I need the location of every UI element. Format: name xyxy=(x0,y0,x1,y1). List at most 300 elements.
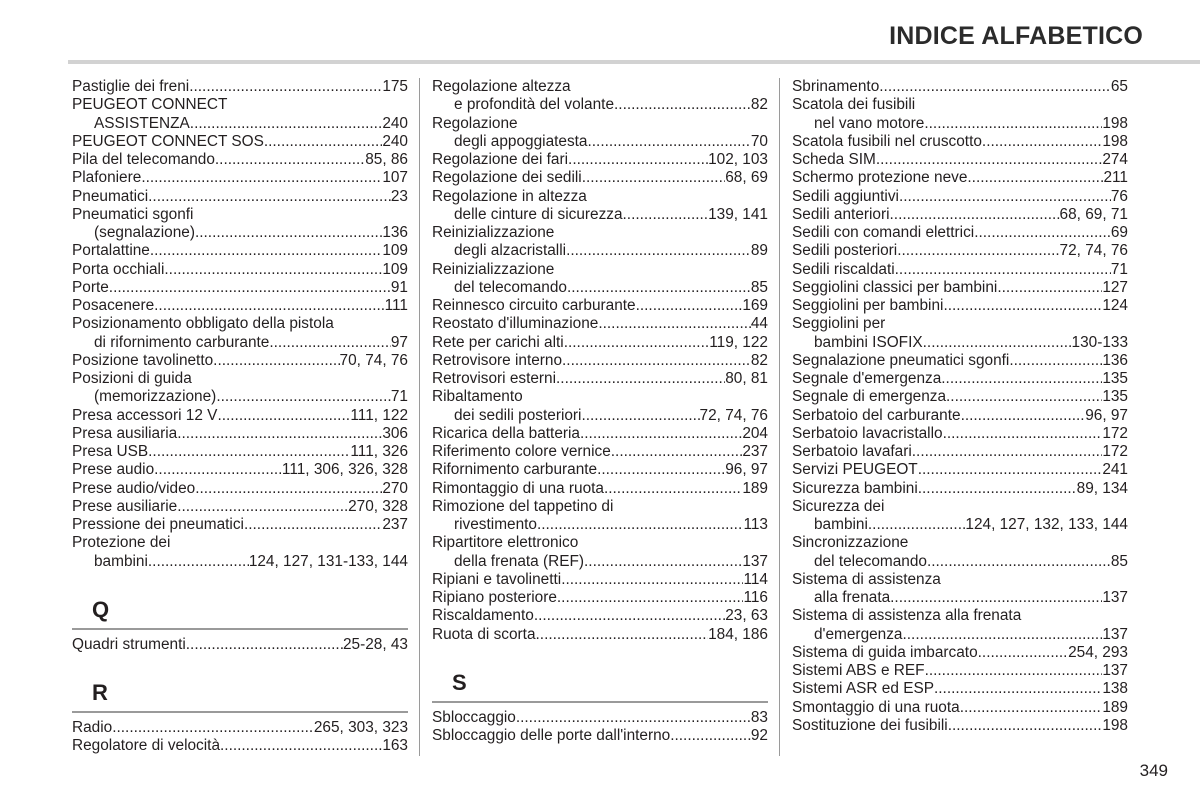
index-entry xyxy=(792,425,1128,443)
page-reference: 23, 63 xyxy=(725,607,768,625)
index-entry xyxy=(72,315,408,352)
dot-leader xyxy=(948,717,1103,735)
entry-term: Segnalazione pneumatici sgonfi xyxy=(792,351,1010,369)
index-entry xyxy=(72,96,408,133)
entry-term: Rimozione del tappetino di xyxy=(432,497,614,515)
entry-line xyxy=(792,151,1128,169)
index-entry xyxy=(72,498,408,516)
index-entry xyxy=(72,352,408,370)
entry-line xyxy=(432,480,768,498)
entry-line xyxy=(72,169,408,187)
entry-term: degli appoggiatesta xyxy=(454,132,588,150)
dot-leader xyxy=(868,516,965,534)
page-reference: 136 xyxy=(382,224,408,241)
entry-term: Porta occhiali xyxy=(72,260,165,278)
entry-term: Sicurezza bambini xyxy=(792,479,918,497)
index-entry xyxy=(72,461,408,479)
entry-term: Serbatoio del carburante xyxy=(792,406,961,424)
index-column-3 xyxy=(792,78,1128,735)
entry-line xyxy=(792,261,1128,279)
entry-term: Schermo protezione neve xyxy=(792,169,968,187)
index-entry xyxy=(792,370,1128,388)
page-reference: 89, 134 xyxy=(1076,479,1128,497)
dot-leader xyxy=(890,206,1060,224)
index-entry xyxy=(72,169,408,187)
page-reference: 138 xyxy=(1102,680,1128,698)
entry-line xyxy=(792,699,1128,717)
entry-term: Pneumatici sgonfi xyxy=(72,205,194,223)
index-entry xyxy=(432,352,768,370)
index-entry xyxy=(792,534,1128,571)
page-reference: 65 xyxy=(1110,78,1128,95)
entry-line xyxy=(72,78,408,96)
entry-term: Ricarica della batteria xyxy=(432,424,580,442)
entry-term: bambini xyxy=(94,552,148,570)
index-entry xyxy=(792,224,1128,242)
entry-term: Ruota di scorta xyxy=(432,625,536,643)
page-reference: 139, 141 xyxy=(708,205,768,223)
entry-term: Prese ausiliarie xyxy=(72,497,178,515)
page-reference: 44 xyxy=(750,315,768,333)
index-entry xyxy=(432,461,768,479)
index-entry xyxy=(792,96,1128,133)
entry-term: Seggiolini per xyxy=(792,315,886,333)
page-title: INDICE ALFABETICO xyxy=(889,22,1143,50)
page-reference: 72, 74, 76 xyxy=(1059,242,1128,260)
index-entry xyxy=(792,188,1128,206)
page-reference: 96, 97 xyxy=(725,461,768,479)
index-entry xyxy=(72,133,408,151)
entry-term: Seggiolini classici per bambini xyxy=(792,278,998,296)
entry-line xyxy=(792,297,1128,315)
index-entry xyxy=(792,133,1128,151)
page-reference: 68, 69, 71 xyxy=(1059,205,1128,223)
entry-term: nel vano motore xyxy=(814,114,925,132)
index-entry xyxy=(792,699,1128,717)
entry-term: Posacenere xyxy=(72,297,155,314)
dot-leader xyxy=(244,516,382,534)
entry-line xyxy=(792,242,1128,260)
index-entry xyxy=(72,516,408,534)
entry-term: Sistema di assistenza alla frenata xyxy=(792,607,1022,625)
dot-leader xyxy=(582,169,725,187)
entry-term: Sedili aggiuntivi xyxy=(792,187,899,205)
entry-line xyxy=(72,388,408,406)
index-entry xyxy=(432,334,768,352)
page-reference: 68, 69 xyxy=(725,169,768,187)
entry-term: Segnale d'emergenza xyxy=(792,370,942,387)
dot-leader xyxy=(220,737,382,755)
entry-term: Serbatoio lavafari xyxy=(792,443,912,460)
entry-line xyxy=(72,242,408,260)
page-reference: 76 xyxy=(1110,187,1128,205)
page-reference: 109 xyxy=(382,260,408,278)
entry-term: Smontaggio di una ruota xyxy=(792,698,960,716)
entry-term: Portalattine xyxy=(72,242,150,260)
index-entry xyxy=(72,636,408,654)
index-entry xyxy=(432,443,768,461)
dot-leader xyxy=(899,188,1111,206)
page-reference: 175 xyxy=(382,78,408,95)
page-reference: 172 xyxy=(1102,443,1128,460)
entry-term: Sedili riscaldati xyxy=(792,260,895,278)
dot-leader xyxy=(177,498,348,516)
dot-leader xyxy=(924,115,1102,133)
index-entry xyxy=(792,169,1128,187)
dot-leader xyxy=(217,407,350,425)
entry-line xyxy=(432,206,768,224)
page-reference: 124, 127, 132, 133, 144 xyxy=(965,516,1128,533)
entry-line xyxy=(792,388,1128,406)
entry-term: ASSISTENZA xyxy=(94,114,190,132)
dot-leader xyxy=(186,636,343,654)
entry-line xyxy=(72,297,408,315)
page-reference: 111, 122 xyxy=(350,406,408,424)
entry-line xyxy=(72,407,408,425)
entry-term: Porte xyxy=(72,278,109,296)
page-reference: 137 xyxy=(1102,589,1128,606)
page-reference: 102, 103 xyxy=(708,151,768,168)
entry-term: del telecomando xyxy=(814,552,927,570)
entry-line xyxy=(432,169,768,187)
entry-term: Serbatoio lavacristallo xyxy=(792,424,943,442)
index-entry xyxy=(72,297,408,315)
index-column-1 xyxy=(72,78,408,756)
dot-leader xyxy=(148,443,350,461)
entry-line xyxy=(432,727,768,745)
entry-line xyxy=(432,553,768,571)
page-reference: 69 xyxy=(1110,224,1128,241)
entry-term: Presa ausiliaria xyxy=(72,424,178,442)
index-entry xyxy=(72,407,408,425)
entry-line xyxy=(432,334,768,352)
page-reference: 137 xyxy=(1102,662,1128,679)
entry-term: Scatola fusibili nel cruscotto xyxy=(792,132,982,150)
entry-term: Regolazione xyxy=(432,114,518,132)
dot-leader xyxy=(903,626,1103,644)
index-entry xyxy=(432,425,768,443)
index-entry xyxy=(72,151,408,169)
entry-term: Scheda SIM xyxy=(792,151,876,168)
page-reference: 254, 293 xyxy=(1068,643,1128,661)
dot-leader xyxy=(978,644,1068,662)
entry-term: Reinizializzazione xyxy=(432,224,555,241)
page-reference: 241 xyxy=(1102,461,1128,479)
entry-line xyxy=(72,498,408,516)
entry-term: degli alzacristalli xyxy=(454,242,567,260)
dot-leader xyxy=(216,388,391,406)
entry-term: d'emergenza xyxy=(814,625,903,643)
entry-term: Seggiolini per bambini xyxy=(792,297,944,314)
entry-term: Presa accessori 12 V xyxy=(72,406,218,424)
dot-leader xyxy=(918,461,1103,479)
page-reference: 80, 81 xyxy=(725,370,768,387)
dot-leader xyxy=(895,261,1111,279)
index-entry xyxy=(432,480,768,498)
index-entry xyxy=(432,709,768,727)
entry-line xyxy=(432,133,768,151)
entry-line xyxy=(792,717,1128,735)
index-entry xyxy=(72,188,408,206)
entry-line xyxy=(792,169,1128,187)
entry-term: Ribaltamento xyxy=(432,388,523,406)
entry-line xyxy=(792,461,1128,479)
entry-line xyxy=(432,352,768,370)
page-reference: 119, 122 xyxy=(709,333,768,351)
index-entry xyxy=(72,719,408,737)
entry-term: di rifornimento carburante xyxy=(94,333,270,351)
entry-term: Sbrinamento xyxy=(792,78,880,95)
entry-line xyxy=(432,96,768,114)
entry-term: PEUGEOT CONNECT xyxy=(72,96,228,114)
dot-leader xyxy=(912,443,1103,461)
column-separator xyxy=(779,78,780,756)
page-reference: 85 xyxy=(1110,552,1128,570)
entry-term: Rifornimento carburante xyxy=(432,461,598,479)
index-entry xyxy=(72,261,408,279)
index-entry xyxy=(432,151,768,169)
page-reference: 198 xyxy=(1102,114,1128,132)
entry-term: Sistemi ABS e REF xyxy=(792,662,925,679)
index-entry xyxy=(72,242,408,260)
index-entry xyxy=(432,78,768,115)
entry-term: Riscaldamento xyxy=(432,607,534,625)
entry-term: Ripartitore elettronico xyxy=(432,534,579,552)
dot-leader xyxy=(154,461,282,479)
entry-term: Reostato d'illuminazione xyxy=(432,315,599,333)
entry-line xyxy=(792,407,1128,425)
entry-line xyxy=(72,334,408,352)
dot-leader xyxy=(890,589,1102,607)
dot-leader xyxy=(614,96,751,114)
index-entry xyxy=(792,352,1128,370)
entry-line xyxy=(792,224,1128,242)
page-reference: 113 xyxy=(743,516,768,533)
entry-term: Posizionamento obbligato della pistola xyxy=(72,315,334,333)
entry-term: Regolazione in altezza xyxy=(432,187,587,205)
entry-term: Sicurezza dei xyxy=(792,497,885,515)
page-reference: 91 xyxy=(390,278,408,296)
entry-line xyxy=(432,315,768,333)
index-column-2 xyxy=(432,78,768,745)
dot-leader xyxy=(564,334,709,352)
entry-term: Pneumatici xyxy=(72,187,149,205)
index-entry xyxy=(432,370,768,388)
dot-leader xyxy=(588,133,751,151)
page-reference: 237 xyxy=(382,516,408,533)
entry-line xyxy=(72,516,408,534)
entry-line xyxy=(792,589,1128,607)
entry-line xyxy=(432,626,768,644)
index-entry xyxy=(792,662,1128,680)
entry-term: Regolazione dei sedili xyxy=(432,169,582,187)
dot-leader xyxy=(264,133,382,151)
entry-term: Rimontaggio di una ruota xyxy=(432,479,604,497)
page-reference: 135 xyxy=(1102,388,1128,406)
page-reference: 270 xyxy=(382,479,408,497)
dot-leader xyxy=(897,242,1059,260)
dot-leader xyxy=(960,699,1103,717)
dot-leader xyxy=(534,607,725,625)
entry-line xyxy=(792,443,1128,461)
dot-leader xyxy=(636,297,743,315)
index-entry xyxy=(432,534,768,571)
dot-leader xyxy=(623,206,709,224)
page-reference: 97 xyxy=(390,333,408,351)
page-reference: 82 xyxy=(750,96,768,114)
dot-leader xyxy=(1009,352,1102,370)
dot-leader xyxy=(581,407,699,425)
dot-leader xyxy=(604,480,742,498)
page-reference: 92 xyxy=(750,727,768,744)
index-entry xyxy=(792,206,1128,224)
entry-term: Ripiano posteriore xyxy=(432,589,557,606)
entry-term: Plafoniere xyxy=(72,169,142,187)
page-reference: 116 xyxy=(743,589,768,606)
index-entry xyxy=(792,461,1128,479)
dot-leader xyxy=(556,370,725,388)
page-reference: 198 xyxy=(1102,716,1128,734)
page-reference: 111, 326 xyxy=(350,443,408,460)
dot-leader xyxy=(974,224,1111,242)
dot-leader xyxy=(537,516,743,534)
dot-leader xyxy=(918,480,1077,498)
entry-term: delle cinture di sicurezza xyxy=(454,205,623,223)
entry-term: rivestimento xyxy=(454,516,537,533)
index-entry xyxy=(792,498,1128,535)
entry-term: Retrovisore interno xyxy=(432,351,563,369)
dot-leader xyxy=(967,169,1103,187)
entry-line xyxy=(72,719,408,737)
dot-leader xyxy=(876,151,1102,169)
page-reference: 204 xyxy=(742,424,768,442)
page-reference: 72, 74, 76 xyxy=(699,406,768,424)
entry-term: (memorizzazione) xyxy=(94,388,217,406)
entry-term: (segnalazione) xyxy=(94,224,195,241)
index-entry xyxy=(432,571,768,589)
index-entry xyxy=(432,388,768,425)
page-reference: 198 xyxy=(1102,132,1128,150)
page-reference: 163 xyxy=(382,737,408,755)
entry-line xyxy=(432,709,768,727)
entry-term: bambini ISOFIX xyxy=(814,333,923,351)
index-entry xyxy=(792,297,1128,315)
entry-line xyxy=(792,644,1128,662)
dot-leader xyxy=(112,719,314,737)
index-entry xyxy=(792,279,1128,297)
page-reference: 23 xyxy=(390,187,408,205)
entry-term: Pila del telecomando xyxy=(72,151,215,168)
page-reference: 111, 306, 326, 328 xyxy=(281,461,408,479)
index-entry xyxy=(72,370,408,407)
dot-leader xyxy=(611,443,743,461)
header-rule xyxy=(68,60,1200,64)
index-entry xyxy=(792,315,1128,352)
section-letter: R xyxy=(92,680,108,705)
section-rule xyxy=(72,628,408,630)
entry-line xyxy=(72,224,408,242)
page-reference: 137 xyxy=(742,552,768,570)
section-rule xyxy=(432,701,768,703)
entry-line xyxy=(72,737,408,755)
entry-term: della frenata (REF) xyxy=(454,552,585,570)
dot-leader xyxy=(997,279,1102,297)
index-entry xyxy=(792,78,1128,96)
entry-term: Posizione tavolinetto xyxy=(72,351,214,369)
index-entry xyxy=(72,443,408,461)
dot-leader xyxy=(982,133,1102,151)
entry-line xyxy=(432,589,768,607)
page-reference: 184, 186 xyxy=(708,625,768,643)
entry-line xyxy=(792,206,1128,224)
dot-leader xyxy=(584,553,742,571)
entry-term: Sedili posteriori xyxy=(792,242,898,260)
entry-term: bambini xyxy=(814,516,868,533)
page-reference: 172 xyxy=(1102,424,1128,442)
dot-leader xyxy=(580,425,742,443)
page-reference: 85 xyxy=(750,278,768,296)
entry-term: Servizi PEUGEOT xyxy=(792,461,918,479)
dot-leader xyxy=(568,151,708,169)
dot-leader xyxy=(567,279,751,297)
entry-term: Sbloccaggio delle porte dall'interno xyxy=(432,727,671,744)
entry-line xyxy=(72,115,408,133)
index-entry xyxy=(792,443,1128,461)
entry-line xyxy=(72,188,408,206)
dot-leader xyxy=(946,388,1102,406)
page-reference: 265, 303, 323 xyxy=(313,719,408,736)
dot-leader xyxy=(195,480,382,498)
page-reference: 96, 97 xyxy=(1085,406,1128,424)
section-letter: Q xyxy=(92,596,110,622)
page-reference: 270, 328 xyxy=(348,497,408,515)
dot-leader xyxy=(141,169,382,187)
entry-line xyxy=(72,480,408,498)
entry-term: Presa USB xyxy=(72,443,149,460)
dot-leader xyxy=(516,709,751,727)
page-reference: 109 xyxy=(382,242,408,260)
page-reference: 136 xyxy=(1102,351,1128,369)
index-entry xyxy=(72,206,408,243)
entry-line xyxy=(792,553,1128,571)
entry-term: del telecomando xyxy=(454,278,567,296)
page-reference: 137 xyxy=(1102,625,1128,643)
entry-line xyxy=(432,279,768,297)
entry-term: Rete per carichi alti xyxy=(432,333,564,351)
dot-leader xyxy=(195,224,382,242)
entry-line xyxy=(432,607,768,625)
entry-line xyxy=(792,370,1128,388)
page-reference: 240 xyxy=(382,132,408,150)
index-entry xyxy=(792,644,1128,662)
entry-line xyxy=(432,443,768,461)
entry-line xyxy=(432,407,768,425)
entry-line xyxy=(72,553,408,571)
dot-leader xyxy=(557,589,744,607)
entry-line xyxy=(792,480,1128,498)
index-entry xyxy=(432,727,768,745)
index-entry xyxy=(432,261,768,298)
page-reference: 70 xyxy=(750,132,768,150)
entry-line xyxy=(792,662,1128,680)
index-entry xyxy=(792,407,1128,425)
entry-line xyxy=(792,680,1128,698)
entry-line xyxy=(72,461,408,479)
entry-line xyxy=(72,443,408,461)
entry-line xyxy=(432,461,768,479)
page-reference: 124, 127, 131-133, 144 xyxy=(248,552,408,570)
entry-term: Sostituzione dei fusibili xyxy=(792,716,948,734)
